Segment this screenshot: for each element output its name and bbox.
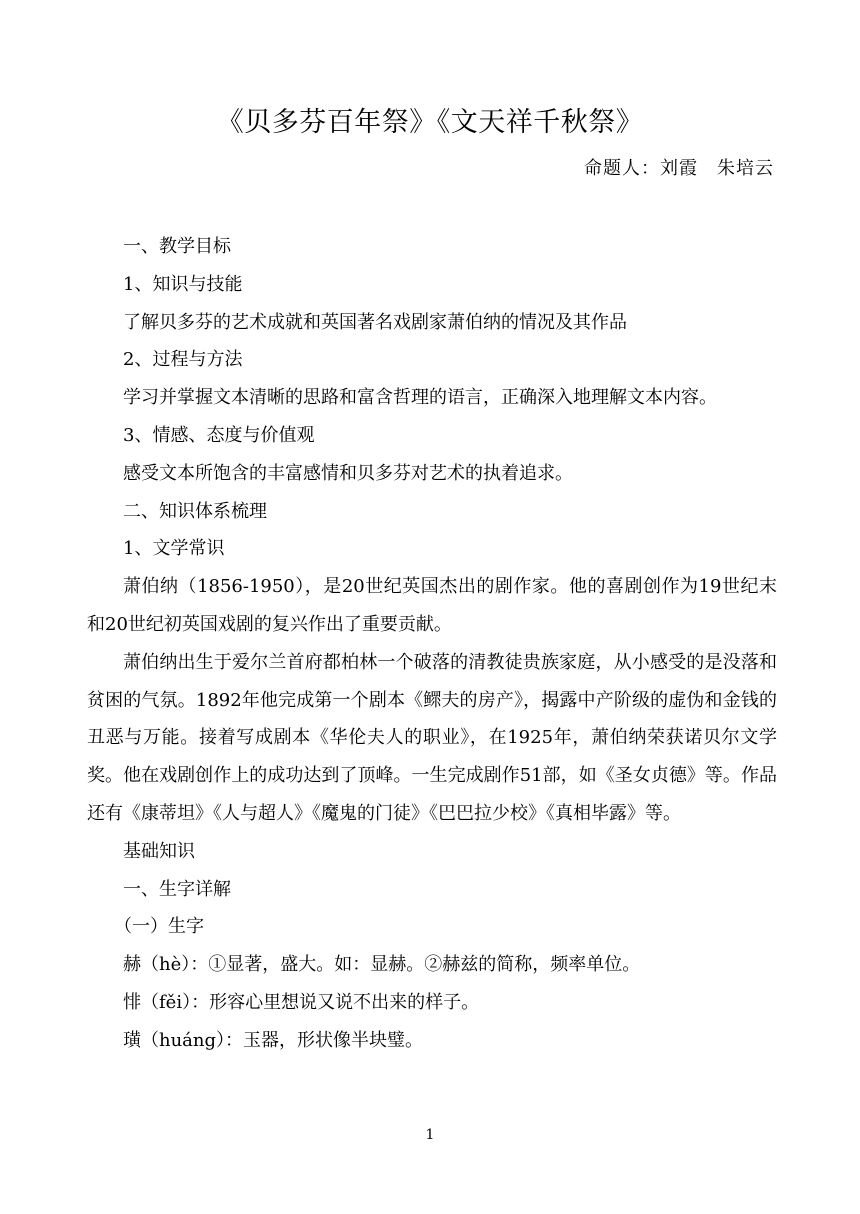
vocabulary-entry: 璜（huáng）：玉器，形状像半块璧。: [123, 1029, 424, 1051]
subsection-heading: 3、情感、态度与价值观: [123, 424, 315, 446]
section-heading: 基础知识: [123, 840, 195, 862]
paragraph: 萧伯纳（1856-1950），是20世纪英国杰出的剧作家。他的喜剧创作为19世纪末和20世纪初英国戏剧的复兴作出了重要贡献。: [87, 576, 777, 635]
section-heading: 一、教学目标: [123, 236, 231, 257]
vocabulary-entry: 赫（hè）：①显著，盛大。如：显赫。②赫兹的简称，频率单位。: [123, 954, 641, 976]
section-heading: 二、知识体系梳理: [123, 500, 267, 522]
subsection-heading: 1、文学常识: [123, 538, 225, 560]
paragraph: 了解贝多芬的艺术成就和英国著名戏剧家萧伯纳的情况及其作品: [123, 311, 627, 333]
author-line: 命题人：刘霞 朱培云: [584, 158, 774, 179]
document-title: 《贝多芬百年祭》《文天祥千秋祭》: [216, 107, 644, 138]
paragraph: 萧伯纳出生于爱尔兰首府都柏林一个破落的清教徒贵族家庭，从小感受的是没落和贫困的气氛。1892年他完成第一个剧本《鳏夫的房产》，揭露中产阶级的虚伪和金钱的丑恶与万能。接着写成剧本《华伦夫人的职业》，在1925年，萧伯纳荣获诺贝尔文学奖。他在戏剧创作上的成功达到了顶峰。一生完成剧作51部，如《圣女贞德》等。作品还有《康蒂坦》《人与超人》《魔鬼的门徒》《巴巴拉少校》《真相毕露》等。: [87, 651, 777, 824]
section-heading: 一、生字详解: [123, 878, 231, 900]
document-body: [87, 228, 777, 1060]
subsection-heading: 1、知识与技能: [123, 273, 243, 295]
subsection-heading: 2、过程与方法: [123, 349, 243, 371]
subsection-heading: （一）生字: [114, 916, 204, 938]
paragraph: 感受文本所饱含的丰富感情和贝多芬对艺术的执着追求。: [123, 462, 573, 484]
vocabulary-entry: 悱（fěi）：形容心里想说又说不出来的样子。: [123, 991, 480, 1013]
paragraph: 学习并掌握文本清晰的思路和富含哲理的语言，正确深入地理解文本内容。: [123, 387, 717, 409]
page-number: 1: [425, 1127, 435, 1143]
